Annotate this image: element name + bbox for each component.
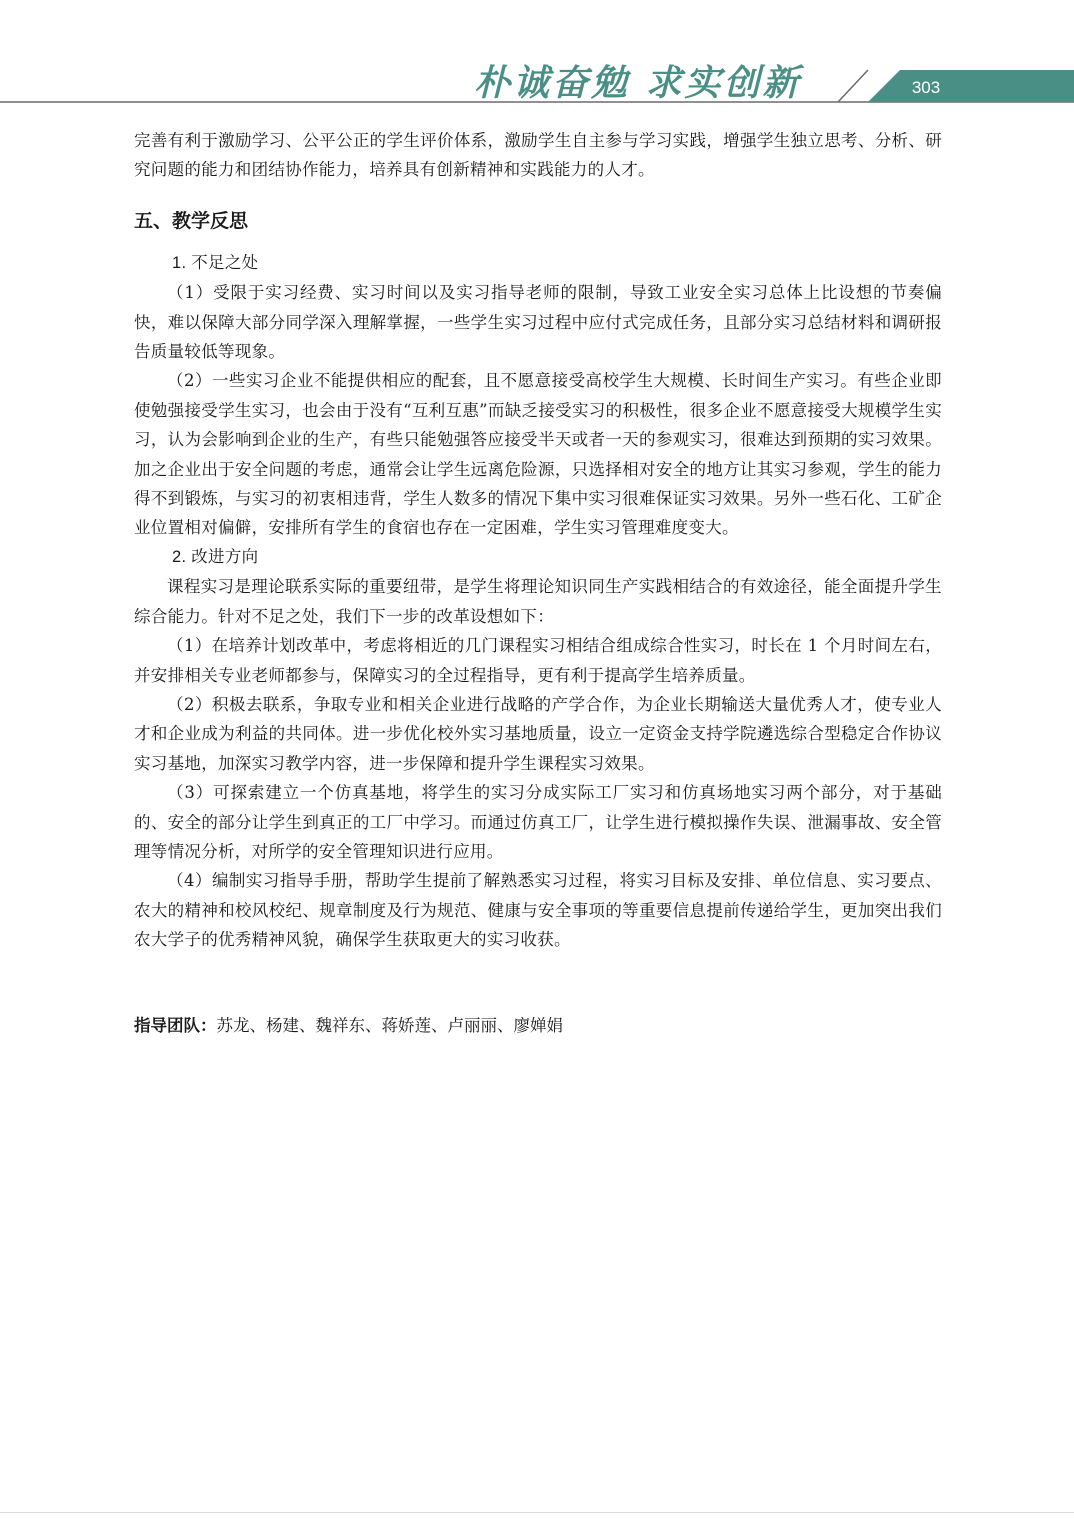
sub1-paragraph-2: （2）一些实习企业不能提供相应的配套，且不愿意接受高校学生大规模、长时间生产实习。有些企业即使勉强接受学生实习，也会由于没有“互利互惠”而缺乏接受实习的积极性，很多企业不愿意接受大规模学生实习，认为会影响到企业的生产，有些只能勉强答应接受半天或者一天的参观实习，很难达到预期的实习效果。加之企业出于安全问题的考虑，通常会让学生远离危险源，只选择相对安全的地方让其实习参观，学生的能力得不到锻炼，与实习的初衷相违背，学生人数多的情况下集中实习很难保证实习效果。另外一些石化、工矿企业位置相对偏僻，安排所有学生的食宿也存在一定困难，学生实习管理难度变大。: [134, 371, 942, 538]
sub2-paragraph-3: （3）可探索建立一个仿真基地，将学生的实习分成实际工厂实习和仿真场地实习两个部分，对于基础的、安全的部分让学生到真正的工厂中学习。而通过仿真工厂，让学生进行模拟操作失误、泄漏事故、安全管理等情况分析，对所学的安全管理知识进行应用。: [134, 783, 942, 861]
sub2-paragraph-1: （1）在培养计划改革中，考虑将相近的几门课程实习相结合组成综合性实习，时长在 1 个月时间左右，并安排相关专业老师都参与，保障实习的全过程指导，更有利于提高学生培养质量。: [134, 636, 942, 685]
team-label: 指导团队：: [134, 1015, 217, 1035]
intro-paragraph: 完善有利于激励学习、公平公正的学生评价体系，激励学生自主参与学习实践，增强学生独立思考、分析、研究问题的能力和团结协作能力，培养具有创新精神和实践能力的人才。: [134, 131, 942, 180]
team-members: 苏龙、杨建、魏祥东、蒋娇莲、卢丽丽、廖婵娟: [216, 1015, 563, 1035]
sub2-paragraph-2: （2）积极去联系，争取专业和相关企业进行战略的产学合作，为企业长期输送大量优秀人才，使专业人才和企业成为利益的共同体。进一步优化校外实习基地质量，设立一定资金支持学院遴选综合型稳定合作协议实习基地，加深实习教学内容，进一步保障和提升学生课程实习效果。: [134, 694, 942, 773]
footer-divider: [0, 1512, 1074, 1513]
page-number: 303: [911, 78, 941, 97]
sub2-heading: 2. 改进方向: [172, 547, 259, 566]
sub2-intro: 课程实习是理论联系实际的重要纽带，是学生将理论知识同生产实践相结合的有效途径，能全面提升学生综合能力。针对不足之处，我们下一步的改革设想如下：: [134, 577, 942, 626]
page-content: [134, 126, 942, 1040]
sub2-paragraph-4: （4）编制实习指导手册，帮助学生提前了解熟悉实习过程，将实习目标及安排、单位信息、实习要点、农大的精神和校风校纪、规章制度及行为规范、健康与安全事项的等重要信息提前传递给学生，更加突出我们农大学子的优秀精神风貌，确保学生获取更大的实习收获。: [134, 871, 942, 950]
sub1-paragraph-1: （1）受限于实习经费、实习时间以及实习指导老师的限制，导致工业安全实习总体上比设想的节奏偏快，难以保障大部分同学深入理解掌握，一些学生实习过程中应付式完成任务，且部分实习总结材料和调研报告质量较低等现象。: [134, 283, 942, 362]
section-heading: 五、教学反思: [134, 209, 249, 232]
header-motto: 朴诚奋勉 求实创新: [474, 62, 802, 104]
page-header: [0, 0, 1074, 110]
guidance-team: [134, 1011, 942, 1040]
sub1-heading: 1. 不足之处: [172, 253, 259, 272]
